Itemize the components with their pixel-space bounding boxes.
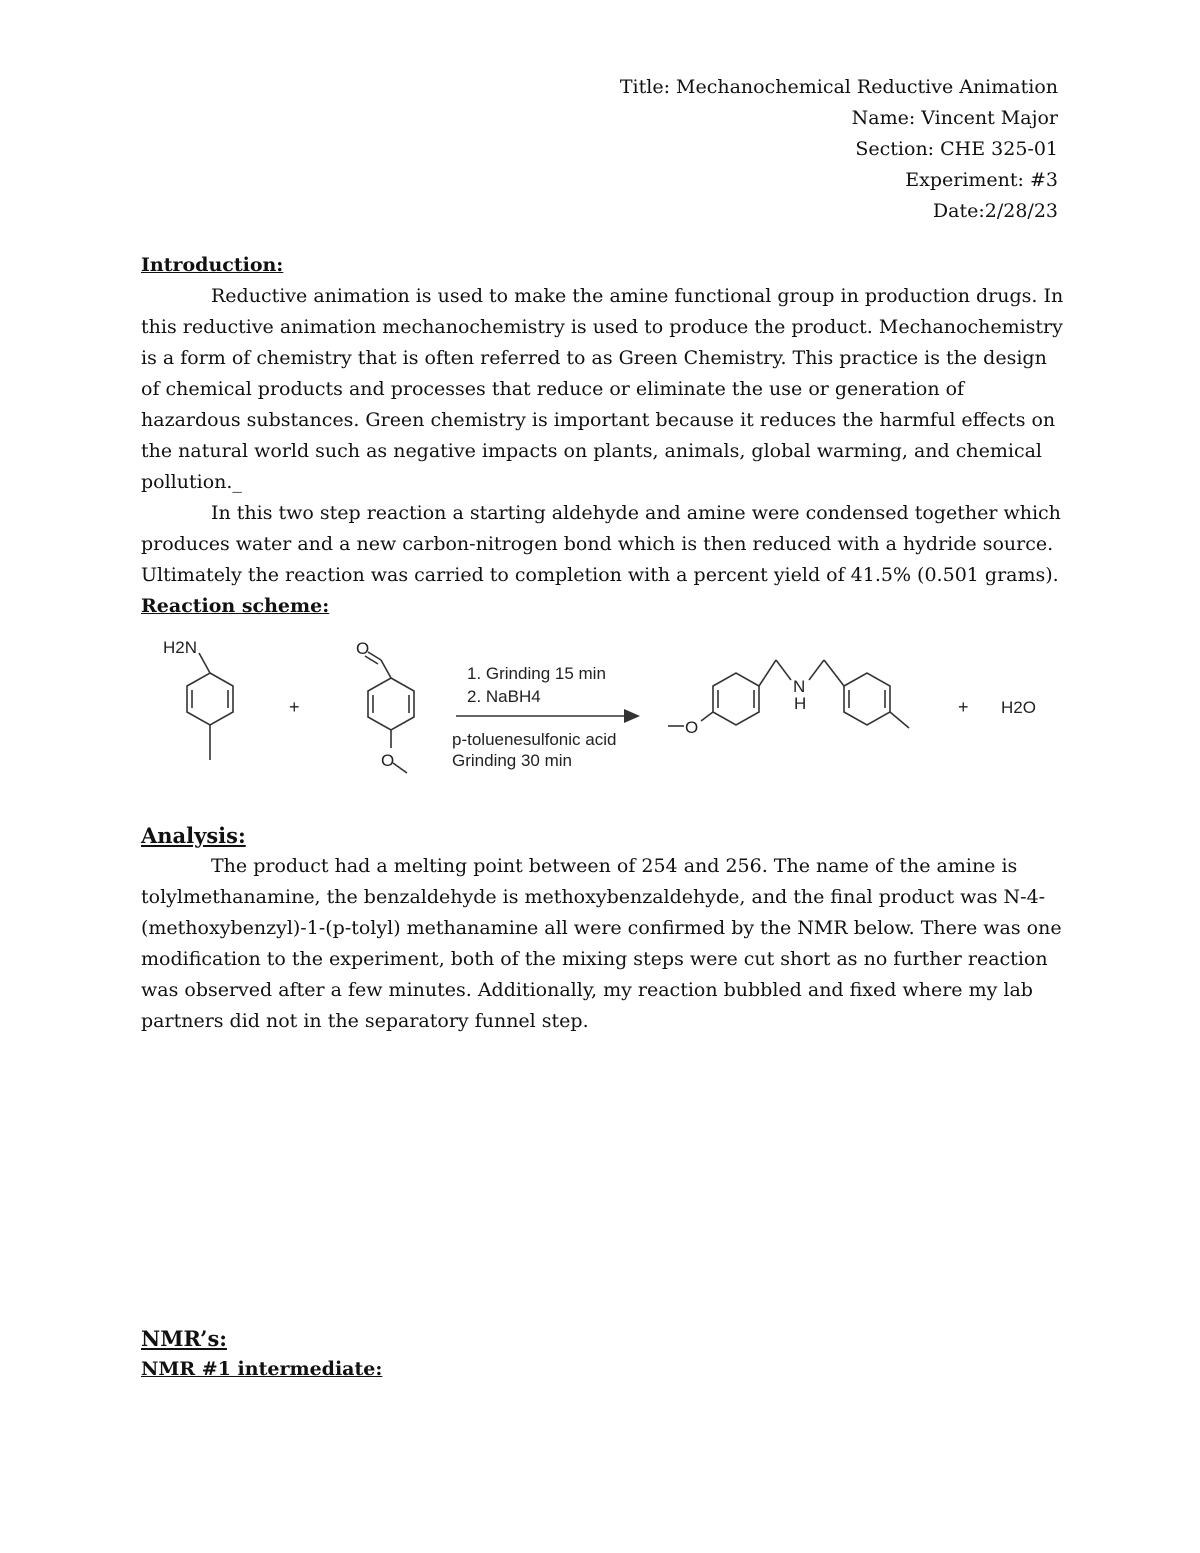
reaction-scheme-svg (141, 630, 1061, 790)
reaction-scheme-heading: Reaction scheme: (141, 595, 330, 617)
amine-h2n-label: H2N (163, 638, 198, 657)
name-line: Name: Vincent Major (851, 107, 1058, 129)
document-header (620, 72, 1058, 227)
analysis-paragraph: The product had a melting point between of 254 and 256. The name of the amine is tolylmethanamine, the benzaldehyde is methoxybenzaldehyde, and the final product was N-4-(methoxybenzyl)-1-(p-tolyl) methanamine all were confirmed by the NMR below. There was one modification to the experiment, both of the mixing steps were cut short as no further reaction was observed after a few minutes. Additionally, my reaction bubbled and fixed where my lab partners did not in the separatory funnel step. (141, 855, 1062, 1032)
condition-step-2: 2. NaBH4 (467, 687, 541, 706)
analysis-heading: Analysis: (141, 823, 246, 848)
water-byproduct-label: H2O (1001, 698, 1036, 717)
analysis-section (141, 820, 1066, 1037)
experiment-line: Experiment: #3 (905, 169, 1058, 191)
product-oxygen-label: O (685, 718, 699, 737)
date-line: Date:2/28/23 (932, 200, 1058, 222)
methoxy-oxygen-label: O (381, 751, 395, 770)
reaction-arrowhead (624, 709, 640, 723)
plus-sign-1: + (289, 697, 300, 717)
introduction-paragraph-2: In this two step reaction a starting aldehyde and amine were condensed together which produces water and a new carbon-nitrogen bond which is then reduced with a hydride source. Ultimately the reaction was carried to completion with a percent yield of 41.5% (0.501 grams). (141, 502, 1061, 586)
nmr-section (141, 1323, 1066, 1385)
plus-sign-2: + (958, 697, 969, 717)
aldehyde-oxygen-label: O (356, 639, 370, 658)
grinding-label: Grinding 30 min (452, 751, 573, 770)
introduction-heading: Introduction: (141, 254, 284, 276)
section-line: Section: CHE 325-01 (855, 138, 1058, 160)
product-nitrogen-label: N (793, 677, 806, 696)
nmr-heading: NMR’s: (141, 1326, 228, 1351)
title-line: Title: Mechanochemical Reductive Animation (619, 76, 1058, 98)
condition-step-1: 1. Grinding 15 min (467, 664, 606, 683)
reaction-scheme-section (141, 591, 1066, 622)
introduction-section (141, 250, 1066, 591)
product-hydrogen-label: H (794, 694, 807, 713)
catalyst-label: p-toluenesulfonic acid (452, 730, 617, 749)
reaction-scheme-figure (141, 630, 1061, 790)
introduction-paragraph-1: Reductive animation is used to make the amine functional group in production drugs. In this reductive animation mechanochemistry is used to produce the product. Mechanochemistry is a form of chemistry that is often referred to as Green Chemistry. This practice is the design of chemical products and processes that reduce or eliminate the use or generation of hazardous substances. Green chemistry is important because it reduces the harmful effects on the natural world such as negative impacts on plants, animals, global warming, and chemical pollution._ (141, 285, 1064, 493)
nmr-subheading: NMR #1 intermediate: (141, 1358, 383, 1380)
